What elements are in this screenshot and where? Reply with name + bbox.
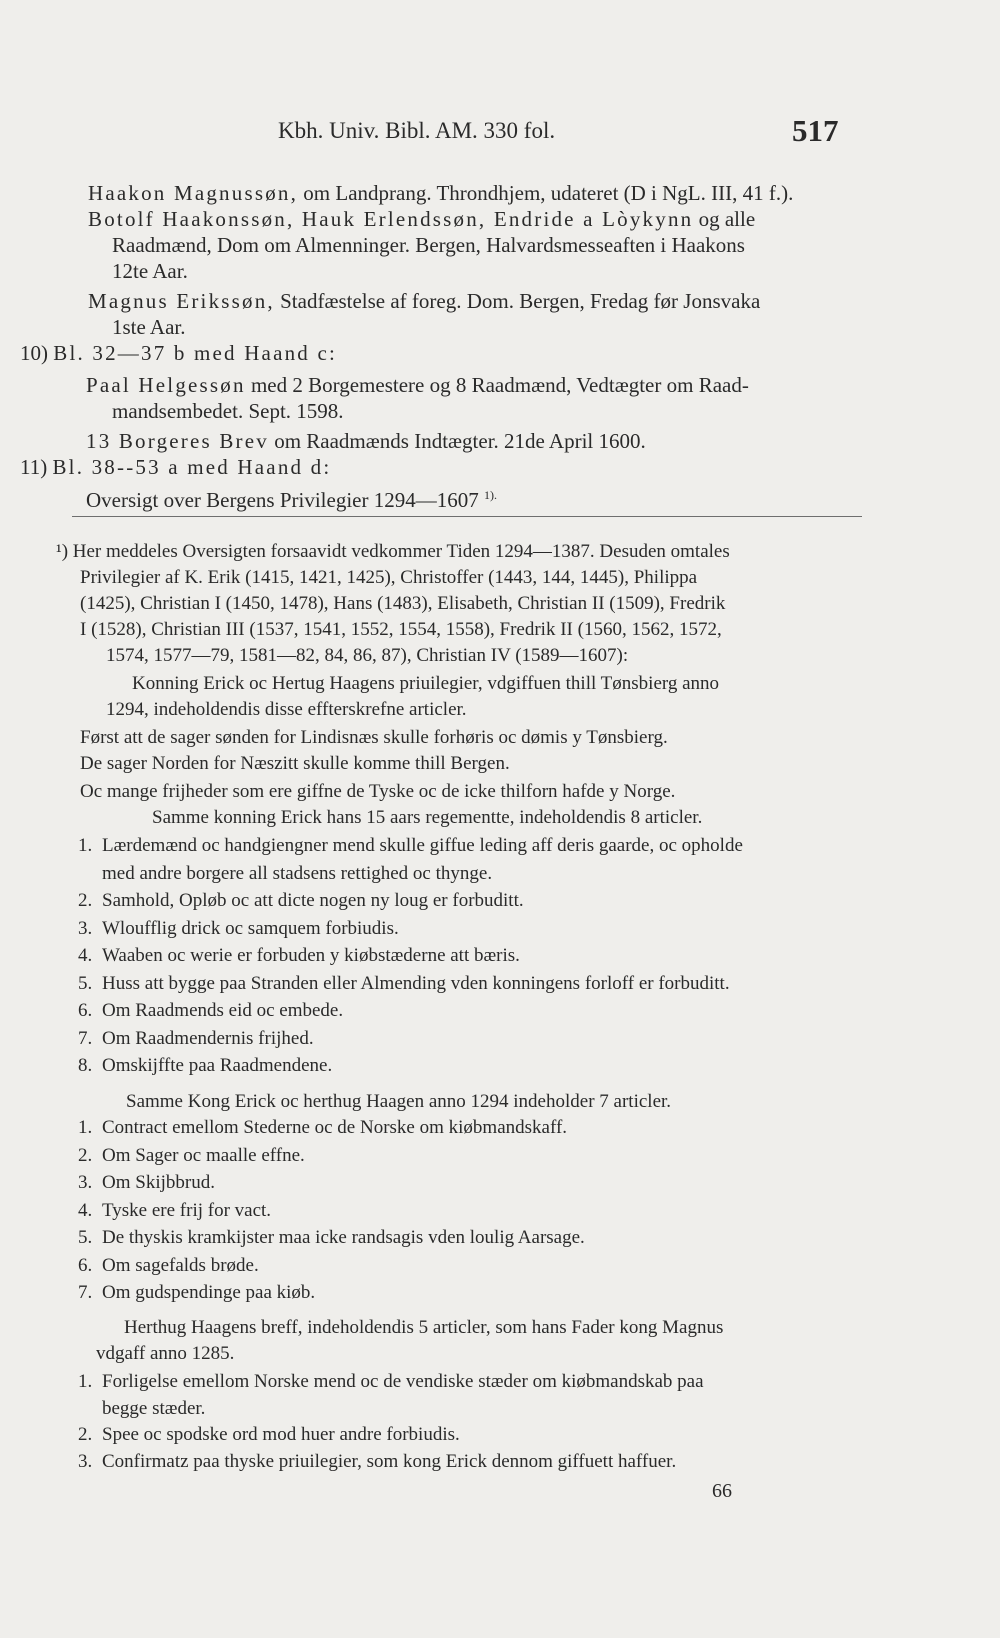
item-number: 6. — [78, 1254, 93, 1276]
footnote-line-5: 1574, 1577—79, 1581—82, 84, 86, 87), Christian IV (1589—1607): — [106, 645, 629, 666]
entry-paal: Paal Helgessøn med 2 Borgemestere og 8 Raadmænd, Vedtægter om Raad- — [86, 373, 749, 397]
section-11: 11) Bl. 38--53 a med Haand d: — [20, 455, 332, 479]
entry-botolf-line3: 12te Aar. — [112, 259, 188, 283]
item-number: 5. — [78, 1227, 93, 1248]
footnote-line-4: I (1528), Christian III (1537, 1541, 1552, 1554, 1558), Fredrik II (1560, 1562, 1572, — [80, 619, 722, 640]
footnote-marker: ¹) — [56, 541, 69, 562]
quote-line: Samme Kong Erick oc herthug Haagen anno 1294 indeholder 7 articler. — [126, 1091, 672, 1112]
list-item — [78, 834, 743, 858]
item-text: Contract emellom Stederne oc de Norske om kiøbmandskaff. — [102, 1117, 568, 1138]
list-item — [78, 999, 343, 1023]
page-number: 517 — [792, 113, 839, 148]
item-text: Om Sager oc maalle effne. — [102, 1144, 305, 1166]
item-text: Om Raadmends eid oc embede. — [102, 1000, 344, 1021]
footnote-line-1: ¹) Her meddeles Oversigten forsaavidt vedkommer Tiden 1294—1387. Desuden omtales — [56, 541, 730, 562]
item-number: 7. — [78, 1282, 93, 1303]
list-item — [78, 944, 520, 968]
quote-line: Konning Erick oc Hertug Haagens priuilegier, vdgiffuen thill Tønsbierg anno — [132, 673, 720, 694]
list-item — [78, 1027, 314, 1051]
list-item — [78, 1281, 315, 1305]
item-number: 3. — [78, 1450, 93, 1472]
list-item — [78, 1397, 205, 1421]
item-text: Samhold, Opløb oc att dicte nogen ny loug er forbuditt. — [102, 890, 524, 911]
item-text: Lærdemænd oc handgiengner mend skulle giffue leding aff deris gaarde, oc opholde — [102, 835, 743, 856]
item-text: Omskijffte paa Raadmendene. — [102, 1055, 333, 1076]
item-number: 5. — [78, 972, 93, 994]
footnote-line-2: Privilegier af K. Erik (1415, 1421, 1425), Christoffer (1443, 144, 1445), Philippa — [80, 567, 698, 588]
footnote-divider — [72, 516, 862, 517]
item-number: 1. — [78, 835, 93, 856]
item-text: Om sagefalds brøde. — [102, 1254, 259, 1276]
list-item — [78, 1450, 676, 1474]
list-item — [78, 1171, 215, 1195]
list-item — [78, 1199, 271, 1223]
footnote-ref: 1). — [483, 488, 497, 502]
item-text: Om Skijbbrud. — [102, 1172, 215, 1193]
list-item — [78, 862, 492, 886]
list-item — [78, 889, 524, 913]
item-number: 2. — [78, 890, 93, 911]
entry-borgeres-brev: 13 Borgeres Brev om Raadmænds Indtægter. 21de April 1600. — [86, 429, 646, 453]
entry-magnus: Magnus Erikssøn, Stadfæstelse af foreg. Dom. Bergen, Fredag før Jonsvaka — [88, 289, 761, 313]
item-text: Spee oc spodske ord mod huer andre forbiudis. — [102, 1424, 460, 1445]
quote-line: Først att de sager sønden for Lindisnæs skulle forhøris oc dømis y Tønsbierg. — [80, 727, 668, 748]
quote-line: De sager Norden for Næszitt skulle komme thill Bergen. — [80, 753, 510, 774]
list-item — [78, 1370, 704, 1394]
item-number: 1. — [78, 1117, 93, 1138]
item-text: Wloufflig drick oc samquem forbiudis. — [102, 917, 399, 939]
entry-botolf-line2: Raadmænd, Dom om Almenninger. Bergen, Halvardsmesseaften i Haakons — [112, 233, 745, 257]
item-number: 1. — [78, 1371, 93, 1392]
item-text: Om Raadmendernis frijhed. — [102, 1027, 314, 1049]
footnote-line-3: (1425), Christian I (1450, 1478), Hans (1483), Elisabeth, Christian II (1509), Fredrik — [80, 593, 726, 614]
list-item — [78, 1144, 305, 1168]
item-text: begge stæder. — [102, 1397, 206, 1419]
item-number: 4. — [78, 1199, 93, 1221]
list-item — [78, 1423, 460, 1447]
section-number: 10) — [20, 341, 48, 365]
section-10: 10) Bl. 32—37 b med Haand c: — [20, 341, 338, 365]
item-text: Waaben oc werie er forbuden y kiøbstæderne att bæris. — [102, 945, 520, 966]
item-number: 2. — [78, 1144, 93, 1166]
person-name: Haakon Magnussøn, — [88, 181, 299, 205]
person-name: 13 Borgeres Brev — [86, 429, 269, 453]
signature-mark: 66 — [712, 1480, 732, 1502]
item-text: Tyske ere frij for vact. — [102, 1199, 272, 1221]
item-text: Forligelse emellom Norske mend oc de vendiske stæder om kiøbmandskab paa — [102, 1371, 704, 1392]
item-text: Huss att bygge paa Stranden eller Almending vden konningens forloff er forbuditt. — [102, 972, 730, 994]
item-number: 3. — [78, 1172, 93, 1193]
entry-haakon: Haakon Magnussøn, om Landprang. Throndhjem, udateret (D i NgL. III, 41 f.). — [88, 181, 794, 205]
quote-line: Herthug Haagens breff, indeholdendis 5 articler, som hans Fader kong Magnus — [124, 1317, 724, 1338]
entry-botolf: Botolf Haakonssøn, Hauk Erlendssøn, Endride a Lòykynn og alle — [88, 207, 756, 231]
item-number: 8. — [78, 1055, 93, 1076]
list-item — [78, 1254, 259, 1278]
list-item — [78, 1054, 332, 1078]
quote-line: Samme konning Erick hans 15 aars regementte, indeholdendis 8 articler. — [152, 807, 703, 828]
section-number: 11) — [20, 455, 48, 479]
item-text: Om gudspendinge paa kiøb. — [102, 1282, 316, 1303]
quote-line: 1294, indeholdendis disse effterskrefne articler. — [106, 699, 467, 720]
quote-line: vdgaff anno 1285. — [96, 1343, 235, 1364]
entry-oversigt: Oversigt over Bergens Privilegier 1294—1607 $^{1).}$ — [86, 488, 497, 512]
list-item — [78, 1226, 585, 1250]
list-item — [78, 917, 399, 941]
entry-magnus-line2: 1ste Aar. — [112, 315, 186, 339]
person-name: Botolf Haakonssøn, Hauk Erlendssøn, Endride a Lòykynn — [88, 207, 694, 231]
running-title: Kbh. Univ. Bibl. AM. 330 fol. — [278, 118, 556, 143]
person-name: Paal Helgessøn — [86, 373, 246, 397]
item-text: med andre borgere all stadsens rettighed oc thynge. — [102, 862, 493, 884]
list-item — [78, 972, 730, 996]
item-text: De thyskis kramkijster maa icke randsagis vden loulig Aarsage. — [102, 1227, 585, 1248]
entry-paal-line2: mandsembedet. Sept. 1598. — [112, 399, 344, 423]
item-number: 2. — [78, 1424, 93, 1445]
item-number: 3. — [78, 917, 93, 939]
list-item — [78, 1116, 567, 1140]
item-text: Confirmatz paa thyske priuilegier, som kong Erick dennom giffuett haffuer. — [102, 1450, 677, 1472]
item-number: 4. — [78, 945, 93, 966]
quote-line: Oc mange frijheder som ere giffne de Tyske oc de icke thilforn hafde y Norge. — [80, 781, 676, 802]
person-name: Magnus Erikssøn, — [88, 289, 275, 313]
item-number: 6. — [78, 1000, 93, 1021]
item-number: 7. — [78, 1027, 93, 1049]
